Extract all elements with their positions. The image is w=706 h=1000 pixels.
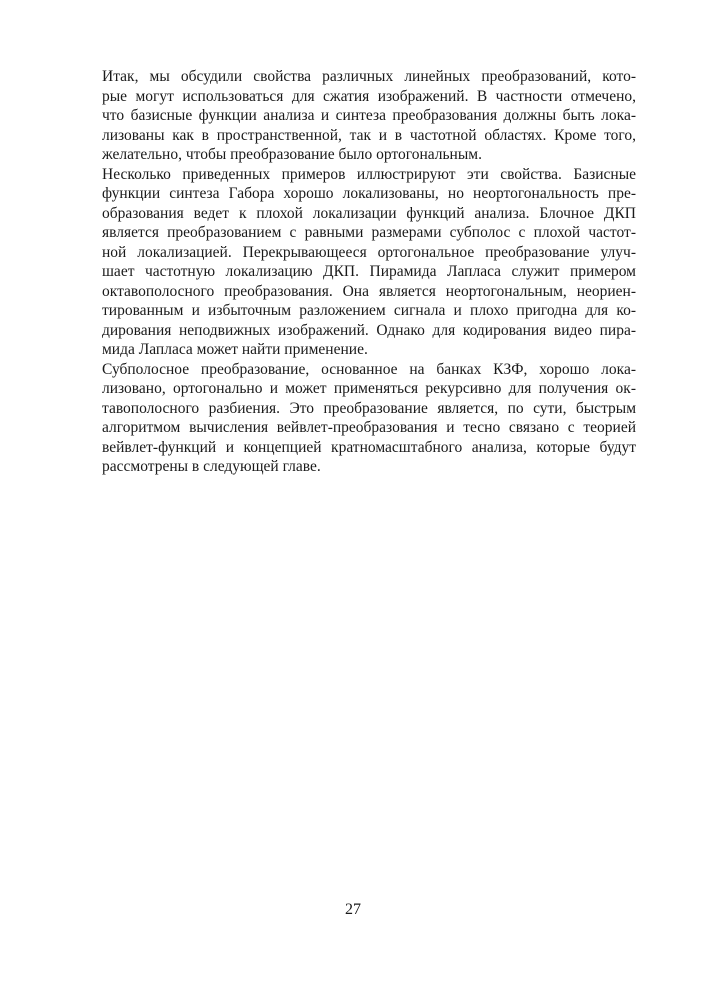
text-line: лизовано, ортогонально и может применяться рекурсивно для получения ок- — [102, 380, 636, 397]
text-line: тавополосного разбиения. Это преобразование является, по сути, быстрым — [102, 399, 636, 417]
text-line: является преобразованием с равными размерами субполос с плохой частот- — [102, 224, 636, 241]
text-line: ной локализацией. Перекрывающееся ортогональное преобразование улуч- — [102, 243, 636, 261]
text-line: желательно, чтобы преобразование было ортогональным. — [102, 146, 482, 163]
text-line: Несколько приведенных примеров иллюстрируют эти свойства. Базисные — [102, 165, 636, 183]
text-line: октавополосного преобразования. Она является неортогональным, неориен- — [102, 282, 636, 300]
text-line: функции синтеза Габора хорошо локализованы, но неортогональность пре- — [102, 185, 636, 202]
text-line: вейвлет-функций и концепцией кратномасштабного анализа, которые будут — [102, 438, 636, 456]
text-line: Субполосное преобразование, основанное на банках КЗФ, хорошо лока- — [102, 360, 636, 378]
page-number: 27 — [345, 901, 361, 918]
text-line: лизованы как в пространственной, так и в частотной областях. Кроме того, — [102, 126, 636, 144]
text-line: алгоритмом вычисления вейвлет-преобразования и тесно связано с теорией — [102, 419, 636, 436]
text-line: шает частотную локализацию ДКП. Пирамида Лапласа служит примером — [102, 263, 636, 280]
text-line: что базисные функции анализа и синтеза преобразования должны быть лока- — [102, 107, 636, 124]
paragraph-3 — [76, 360, 636, 477]
text-line: тированным и избыточным разложением сигнала и плохо пригодна для ко- — [102, 302, 636, 319]
paragraph-1 — [76, 67, 636, 165]
paragraph-2 — [76, 165, 636, 360]
text-line: рые могут использоваться для сжатия изображений. В частности отмечено, — [102, 87, 636, 105]
text-line: мида Лапласа может найти применение. — [102, 341, 368, 358]
text-line: образования ведет к плохой локализации функций анализа. Блочное ДКП — [102, 204, 636, 222]
text-line: дирования неподвижных изображений. Однако для кодирования видео пира- — [102, 321, 636, 339]
page-body — [76, 67, 636, 477]
text-line: Итак, мы обсудили свойства различных линейных преобразований, кото- — [102, 68, 636, 85]
text-line: рассмотрены в следующей главе. — [102, 458, 321, 475]
